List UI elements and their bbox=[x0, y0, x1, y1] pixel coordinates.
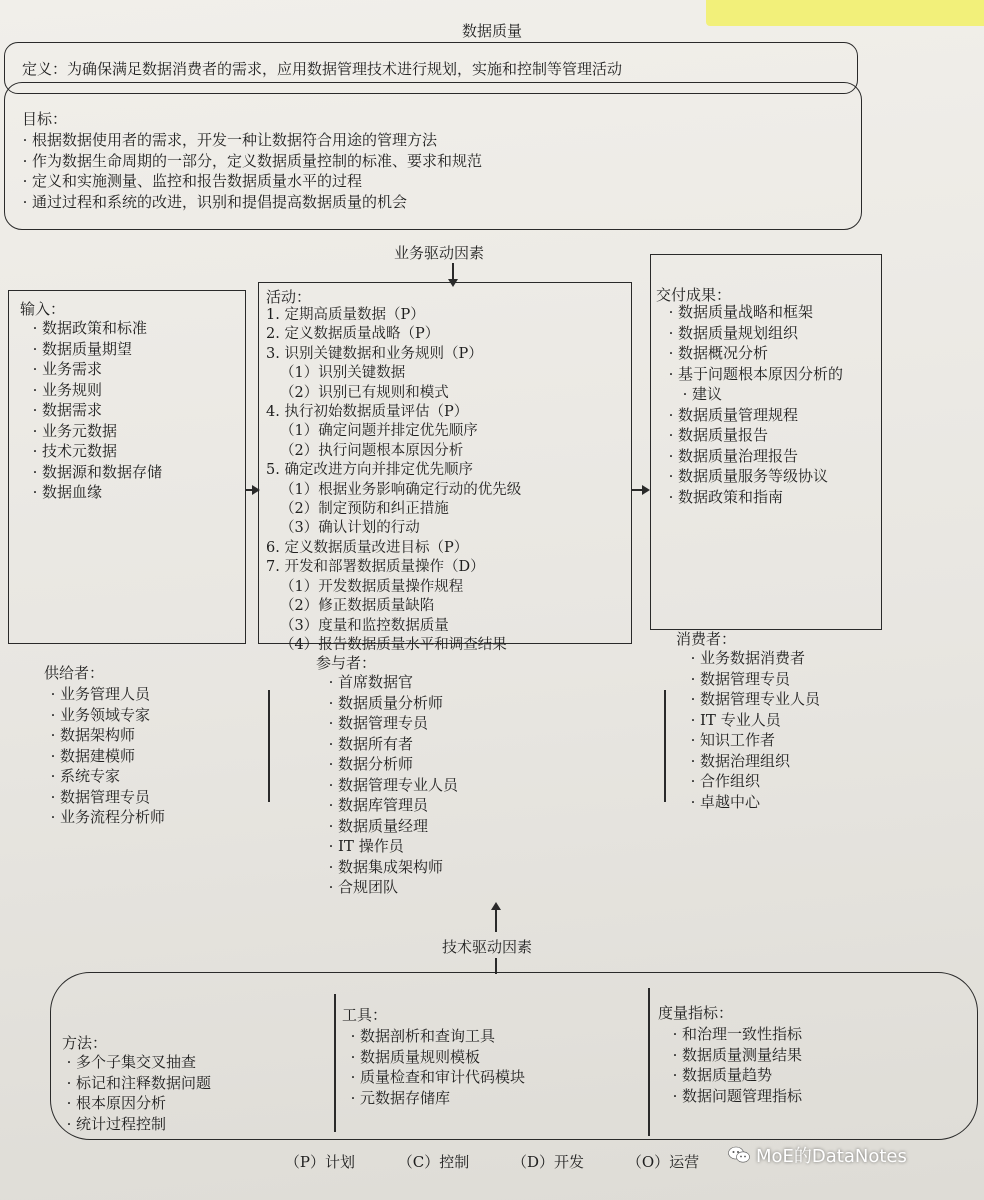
inputs-list bbox=[28, 318, 162, 503]
method-item: · 标记和注释数据问题 bbox=[62, 1073, 211, 1094]
participant-item: · 数据分析师 bbox=[324, 754, 458, 775]
participants-label: 参与者： bbox=[316, 654, 377, 672]
tech-drivers-arrow bbox=[491, 902, 501, 910]
tools-label: 工具： bbox=[342, 1006, 388, 1024]
input-item: · 业务元数据 bbox=[28, 421, 162, 442]
activity-step: 4. 执行初始数据质量评估（P） bbox=[266, 404, 469, 421]
activity-step: 3. 识别关键数据和业务规则（P） bbox=[266, 345, 483, 362]
participant-item: · 数据库管理员 bbox=[324, 795, 458, 816]
activities-label: 活动： bbox=[266, 288, 312, 306]
watermark bbox=[728, 1142, 907, 1168]
participant-item: · IT 操作员 bbox=[324, 836, 458, 857]
activity-step: 7. 开发和部署数据质量操作（D） bbox=[266, 559, 485, 576]
activity-step: 1. 定期高质量数据（P） bbox=[266, 307, 425, 323]
watermark-text: MoE的DataNotes bbox=[756, 1146, 907, 1167]
tech-drivers-label: 技术驱动因素 bbox=[442, 938, 533, 956]
metrics-list bbox=[668, 1024, 802, 1106]
activity-step: 5. 确定改进方向并排定优先顺序 bbox=[266, 462, 473, 479]
metric-item: · 数据问题管理指标 bbox=[668, 1086, 802, 1107]
tools-list bbox=[346, 1026, 525, 1108]
metric-item: · 数据质量趋势 bbox=[668, 1065, 802, 1086]
participant-item: · 数据质量经理 bbox=[324, 816, 458, 837]
participant-item: · 数据质量分析师 bbox=[324, 693, 458, 714]
activity-substep: （1）确定问题并排定优先顺序 bbox=[280, 423, 478, 440]
consumer-item: · 卓越中心 bbox=[686, 792, 820, 813]
metric-item: · 数据质量测量结果 bbox=[668, 1045, 802, 1066]
supplier-item: · 业务流程分析师 bbox=[46, 807, 165, 828]
participant-item: · 数据管理专业人员 bbox=[324, 775, 458, 796]
participant-item: · 数据集成架构师 bbox=[324, 857, 458, 878]
method-item: · 根本原因分析 bbox=[62, 1093, 211, 1114]
activities-list bbox=[266, 306, 521, 655]
deliverable-item-continuation: · 建议 bbox=[664, 384, 843, 405]
consumer-item: · 业务数据消费者 bbox=[686, 648, 820, 669]
supplier-item: · 数据管理专员 bbox=[46, 787, 165, 808]
activity-substep: （1）根据业务影响确定行动的优先级 bbox=[280, 481, 522, 498]
supplier-item: · 业务管理人员 bbox=[46, 684, 165, 705]
deliverable-item: · 数据质量服务等级协议 bbox=[664, 466, 843, 487]
activity-substep: （1）识别关键数据 bbox=[280, 365, 406, 382]
consumers-list bbox=[686, 648, 820, 812]
inputs-label: 输入： bbox=[20, 300, 66, 318]
goals-list bbox=[18, 130, 482, 212]
input-item: · 数据质量期望 bbox=[28, 339, 162, 360]
supplier-item: · 业务领域专家 bbox=[46, 705, 165, 726]
deliverable-item: · 数据质量报告 bbox=[664, 425, 843, 446]
goal-item: · 定义和实施测量、监控和报告数据质量水平的过程 bbox=[18, 171, 482, 192]
goal-item: · 作为数据生命周期的一部分，定义数据质量控制的标准、要求和规范 bbox=[18, 151, 482, 172]
goal-item: · 根据数据使用者的需求，开发一种让数据符合用途的管理方法 bbox=[18, 130, 482, 151]
deliverable-item: · 数据质量治理报告 bbox=[664, 446, 843, 467]
deliverable-item: · 数据政策和指南 bbox=[664, 487, 843, 508]
tool-item: · 质量检查和审计代码模块 bbox=[346, 1067, 525, 1088]
consumers-label: 消费者： bbox=[676, 630, 737, 648]
method-item: · 多个子集交叉抽查 bbox=[62, 1052, 211, 1073]
tool-item: · 元数据存储库 bbox=[346, 1088, 525, 1109]
consumers-divider bbox=[664, 690, 666, 802]
activity-substep: （2）制定预防和纠正措施 bbox=[280, 501, 449, 518]
input-item: · 数据源和数据存储 bbox=[28, 462, 162, 483]
legend-control: （C）控制 bbox=[397, 1153, 470, 1171]
participant-item: · 数据管理专员 bbox=[324, 713, 458, 734]
methods-tools-divider bbox=[334, 994, 336, 1132]
deliverable-item: · 基于问题根本原因分析的 bbox=[664, 364, 843, 385]
consumer-item: · 数据管理专业人员 bbox=[686, 689, 820, 710]
consumer-item: · 数据管理专员 bbox=[686, 669, 820, 690]
activity-substep: （2）执行问题根本原因分析 bbox=[280, 442, 464, 459]
deliverables-label: 交付成果： bbox=[656, 286, 732, 304]
activity-step: 2. 定义数据质量战略（P） bbox=[266, 326, 440, 343]
deliverable-item: · 数据质量规划组织 bbox=[664, 323, 843, 344]
activity-step: 6. 定义数据质量改进目标（P） bbox=[266, 539, 469, 556]
metric-item: · 和治理一致性指标 bbox=[668, 1024, 802, 1045]
input-item: · 业务规则 bbox=[28, 380, 162, 401]
definition-text: 定义：为确保满足数据消费者的需求，应用数据管理技术进行规划，实施和控制等管理活动 bbox=[22, 60, 623, 78]
activities-to-deliverables-arrow bbox=[642, 485, 650, 495]
participants-list bbox=[324, 672, 458, 898]
activity-substep: （3）度量和监控数据质量 bbox=[280, 617, 449, 634]
consumer-item: · 数据治理组织 bbox=[686, 751, 820, 772]
consumer-item: · 知识工作者 bbox=[686, 730, 820, 751]
legend-operate: （O）运营 bbox=[626, 1153, 700, 1171]
participant-item: · 数据所有者 bbox=[324, 734, 458, 755]
suppliers-list bbox=[46, 684, 165, 828]
activity-substep: （2）识别已有规则和模式 bbox=[280, 384, 449, 401]
activity-substep: （1）开发数据质量操作规程 bbox=[280, 578, 464, 595]
suppliers-label: 供给者： bbox=[44, 664, 105, 682]
input-item: · 技术元数据 bbox=[28, 441, 162, 462]
legend-develop: （D）开发 bbox=[512, 1153, 585, 1171]
activity-substep: （3）确认计划的行动 bbox=[280, 520, 420, 537]
tool-item: · 数据质量规则模板 bbox=[346, 1047, 525, 1068]
deliverable-item: · 数据质量管理规程 bbox=[664, 405, 843, 426]
supplier-item: · 数据架构师 bbox=[46, 725, 165, 746]
input-item: · 业务需求 bbox=[28, 359, 162, 380]
consumer-item: · 合作组织 bbox=[686, 771, 820, 792]
participant-item: · 首席数据官 bbox=[324, 672, 458, 693]
supplier-item: · 数据建模师 bbox=[46, 746, 165, 767]
suppliers-divider bbox=[268, 690, 270, 802]
activities-to-deliverables-line bbox=[632, 489, 642, 491]
input-item: · 数据政策和标准 bbox=[28, 318, 162, 339]
legend-plan: （P）计划 bbox=[284, 1153, 355, 1171]
deliverable-item: · 数据质量战略和框架 bbox=[664, 302, 843, 323]
tech-drivers-line-top bbox=[495, 910, 497, 932]
goals-label: 目标： bbox=[22, 110, 68, 128]
methods-label: 方法： bbox=[62, 1034, 108, 1052]
activity-substep: （2）修正数据质量缺陷 bbox=[280, 598, 435, 615]
goal-item: · 通过过程和系统的改进，识别和提倡提高数据质量的机会 bbox=[18, 192, 482, 213]
method-item: · 统计过程控制 bbox=[62, 1114, 211, 1135]
wechat-icon bbox=[728, 1146, 750, 1164]
deliverable-item: · 数据概况分析 bbox=[664, 343, 843, 364]
tools-metrics-divider bbox=[648, 988, 650, 1136]
business-drivers-label: 业务驱动因素 bbox=[394, 244, 485, 262]
participant-item: · 合规团队 bbox=[324, 877, 458, 898]
consumer-item: · IT 专业人员 bbox=[686, 710, 820, 731]
tool-item: · 数据剖析和查询工具 bbox=[346, 1026, 525, 1047]
methods-list bbox=[62, 1052, 211, 1134]
supplier-item: · 系统专家 bbox=[46, 766, 165, 787]
metrics-label: 度量指标： bbox=[658, 1004, 734, 1022]
deliverables-list bbox=[664, 302, 843, 507]
activity-substep: （4）报告数据质量水平和调查结果 bbox=[280, 636, 507, 653]
input-item: · 数据需求 bbox=[28, 400, 162, 421]
diagram-title: 数据质量 bbox=[461, 22, 522, 40]
input-item: · 数据血缘 bbox=[28, 482, 162, 503]
